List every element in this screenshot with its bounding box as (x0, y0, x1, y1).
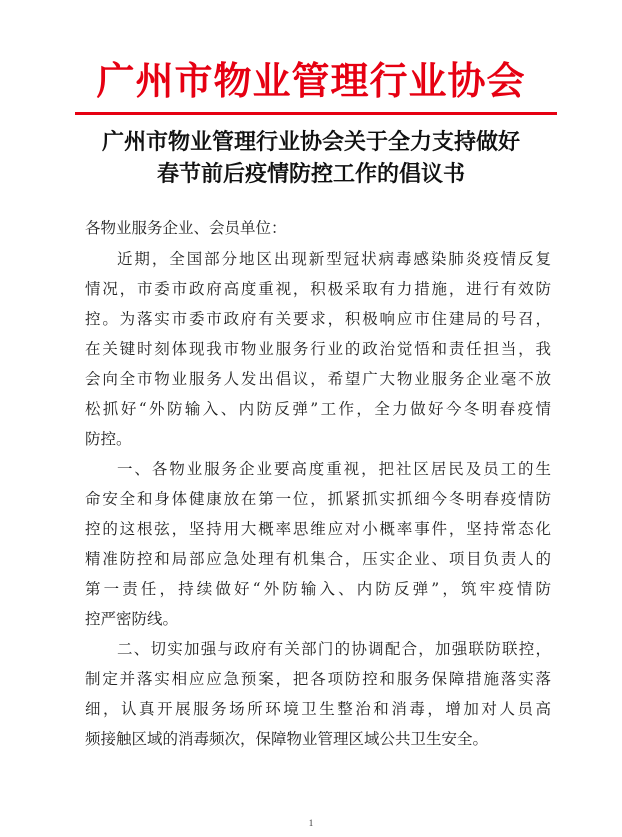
paragraph-line: 在关键时刻体现我市物业服务行业的政治觉悟和责任担当，我 (85, 340, 551, 358)
page-number: 1 (308, 818, 314, 828)
paragraph-line: 精准防控和局部应急处理有机集合，压实企业、项目负责人的 (85, 550, 551, 568)
paragraph-line: 会向全市物业服务人发出倡议，希望广大物业服务企业毫不放 (85, 370, 551, 388)
paragraph-line: 第一责任，持续做好“外防输入、内防反弹”，筑牢疫情防 (85, 580, 551, 598)
document-title-line-1: 广州市物业管理行业协会关于全力支持做好 (101, 130, 520, 155)
paragraph-intro (85, 244, 551, 454)
paragraph-line: 控。为落实市委市政府有关要求，积极响应市住建局的号召， (85, 310, 551, 328)
salutation: 各物业服务企业、会员单位： (85, 219, 287, 237)
document-title-line-2: 春节前后疫情防控工作的倡议书 (156, 162, 465, 187)
paragraph-line: 细，认真开展服务场所环境卫生整治和消毒，增加对人员高 (85, 700, 551, 718)
paragraph-line: 频接触区域的消毒频次，保障物业管理区域公共卫生安全。 (85, 730, 489, 748)
paragraph-line: 松抓好“外防输入、内防反弹”工作，全力做好今冬明春疫情 (85, 400, 551, 418)
organization-header: 广州市物业管理行业协会 (96, 58, 526, 103)
paragraph-line: 二、切实加强与政府有关部门的协调配合，加强联防联控， (117, 640, 551, 658)
paragraph-point-2 (85, 634, 551, 754)
paragraph-line: 制定并落实相应应急预案，把各项防控和服务保障措施落实落 (85, 670, 551, 688)
paragraph-point-1 (85, 454, 551, 634)
paragraph-line: 控严密防线。 (85, 610, 179, 628)
red-header-rule (75, 112, 557, 115)
paragraph-line: 命安全和身体健康放在第一位，抓紧抓实抓细今冬明春疫情防 (85, 490, 551, 508)
paragraph-line: 近期，全国部分地区出现新型冠状病毒感染肺炎疫情反复 (117, 250, 551, 268)
paragraph-line: 控的这根弦，坚持用大概率思维应对小概率事件，坚持常态化 (85, 520, 551, 538)
paragraph-line: 情况，市委市政府高度重视，积极采取有力措施，进行有效防 (85, 280, 551, 298)
paragraph-line: 一、各物业服务企业要高度重视，把社区居民及员工的生 (117, 460, 551, 478)
paragraph-line: 防控。 (85, 430, 132, 448)
